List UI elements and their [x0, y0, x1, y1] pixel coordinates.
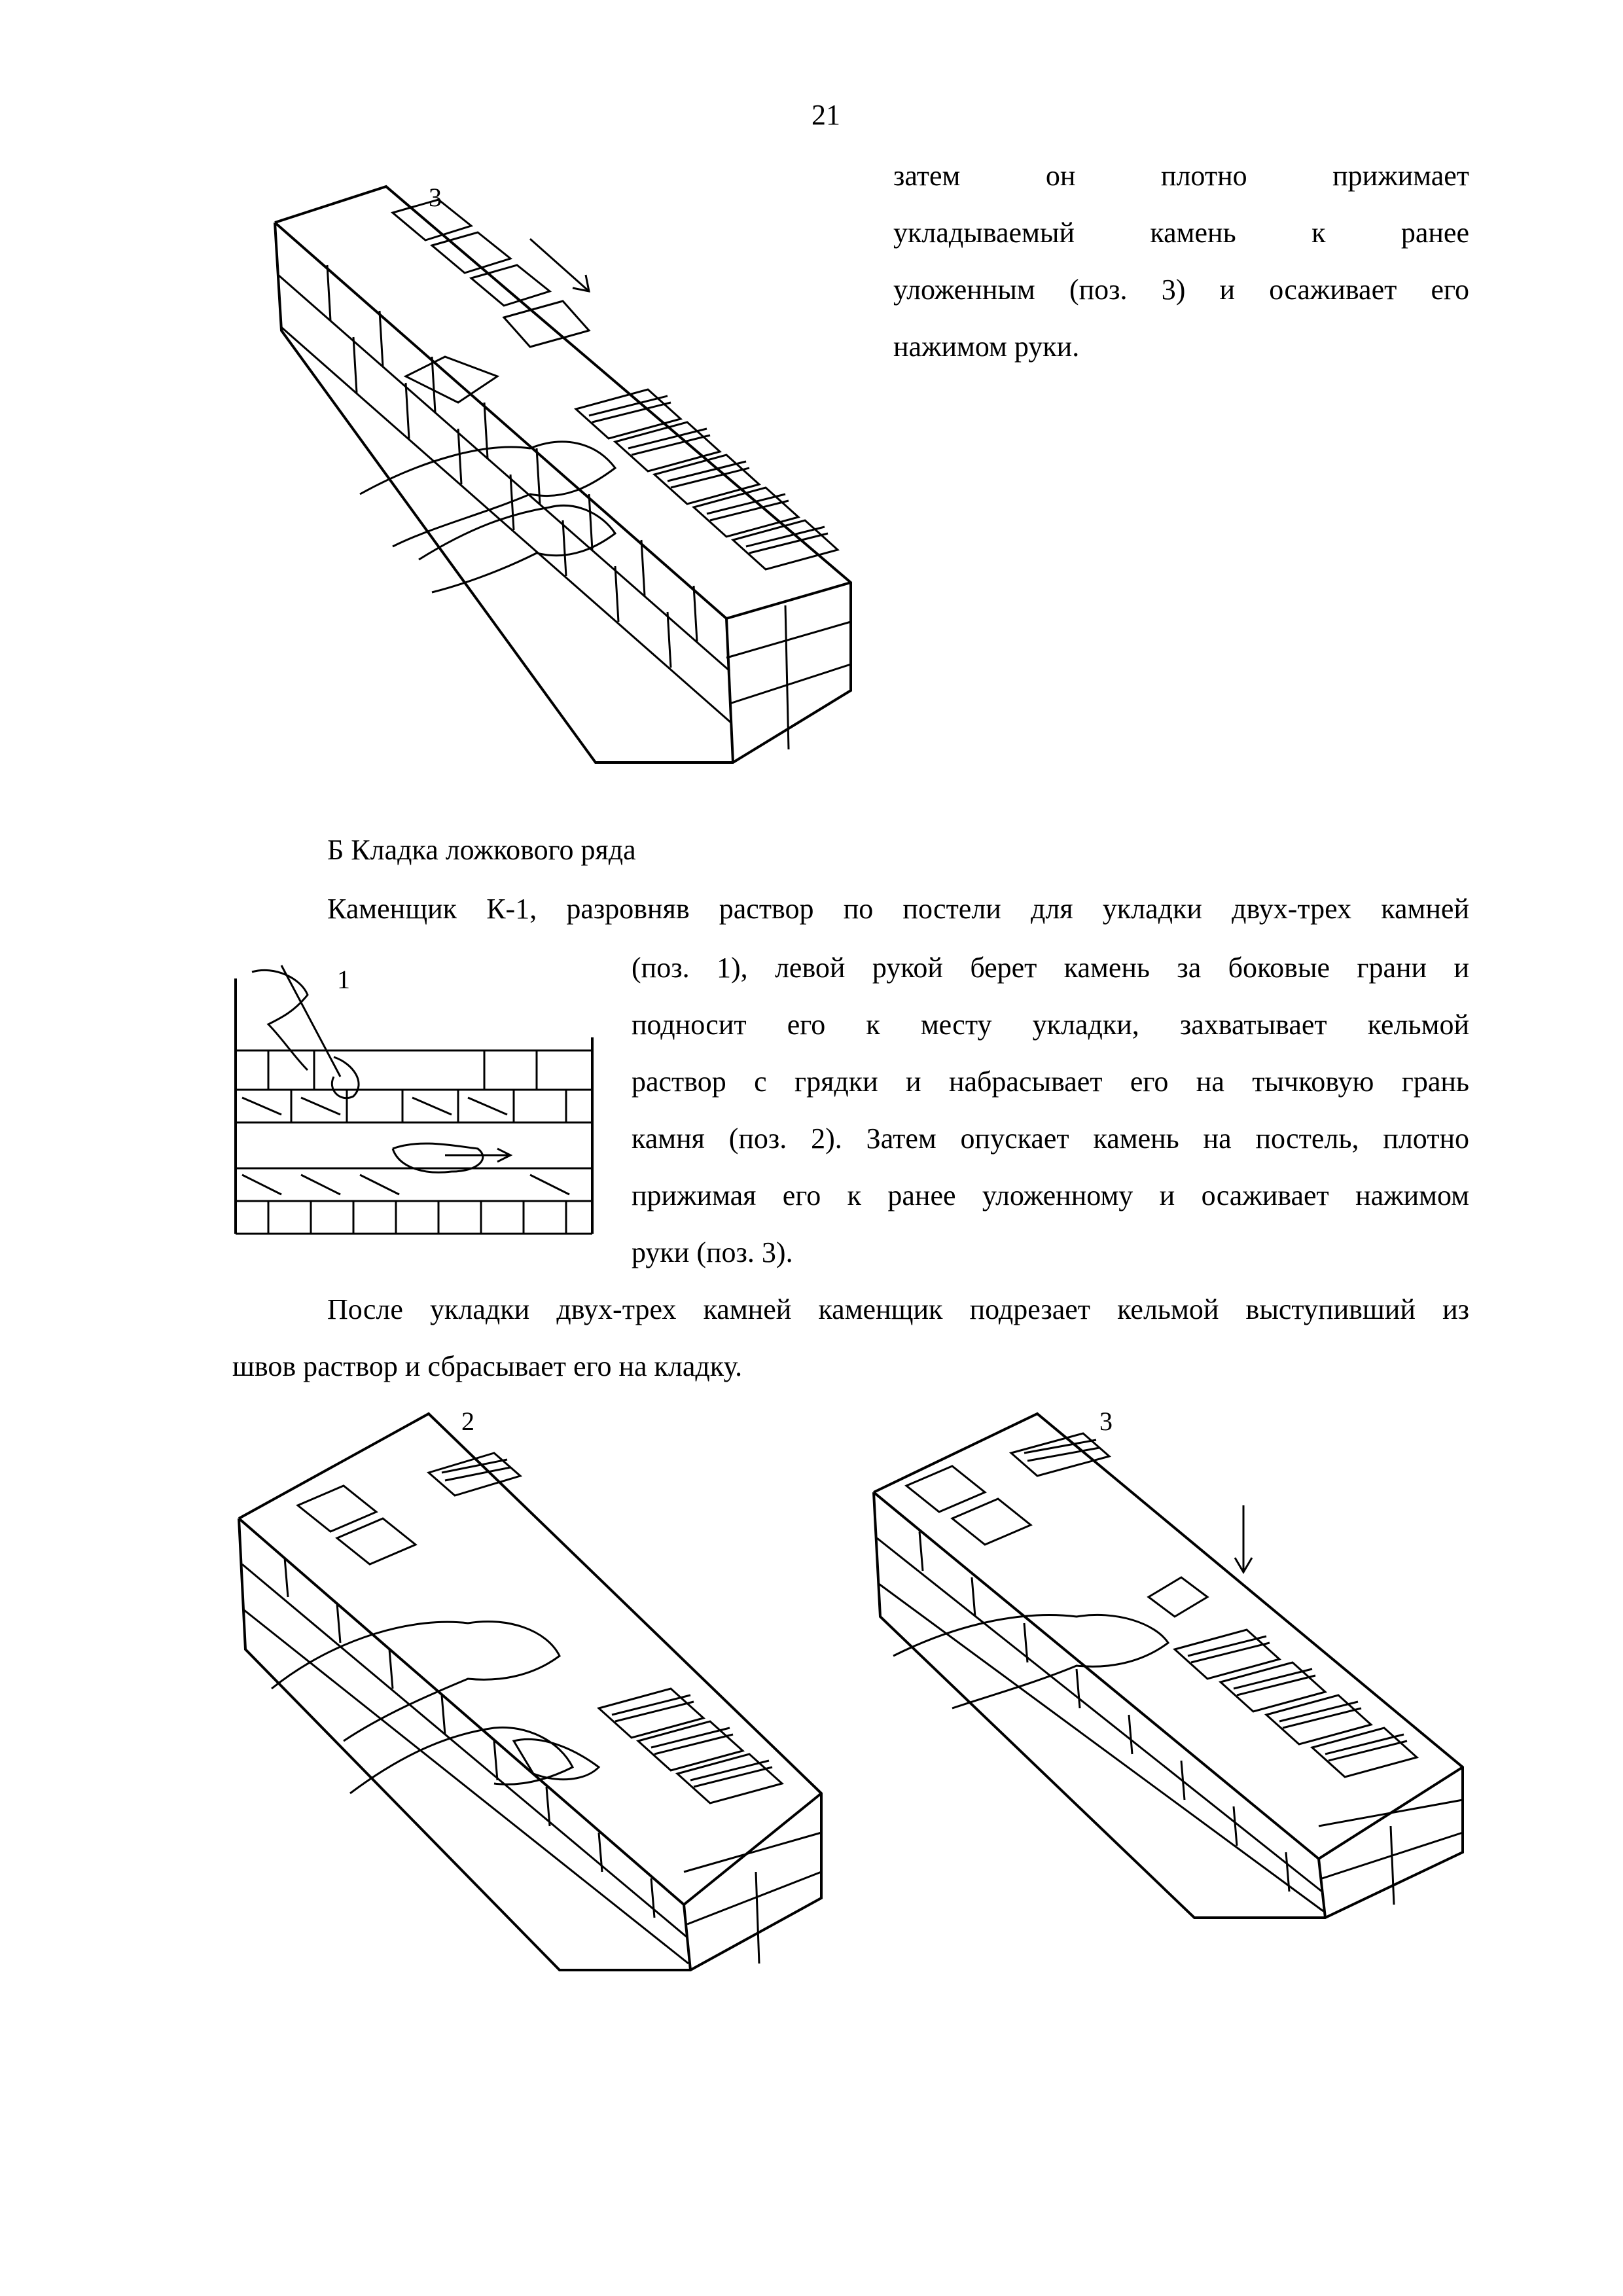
figure-bottom-right-masonry	[867, 1401, 1476, 1924]
text-line: подносит его к месту укладки, захватывает кельмой	[632, 1009, 1469, 1041]
text-line: швов раствор и сбрасывает его на кладку.	[232, 1350, 743, 1382]
figure-label: 3	[429, 183, 442, 212]
text-line: руки (поз. 3).	[632, 1236, 793, 1268]
text-line: затем он плотно прижимает	[893, 160, 1469, 192]
text-line: Каменщик К-1, разровняв раствор по постели для укладки двух-трех камней	[327, 893, 1469, 925]
text-line: уложенным (поз. 3) и осаживает его	[893, 274, 1469, 306]
text-line: укладываемый камень к ранее	[893, 217, 1469, 249]
section-heading: Б Кладка ложкового ряда	[327, 834, 636, 866]
figure-small-masonry	[229, 959, 602, 1240]
figure-label: 2	[461, 1407, 474, 1436]
page-number: 21	[812, 99, 840, 131]
figure-label: 3	[1099, 1407, 1113, 1436]
figure-label: 1	[337, 965, 350, 994]
figure-bottom-left-masonry	[232, 1401, 847, 1977]
text-line: камня (поз. 2). Затем опускает камень на постель, плотно	[632, 1122, 1469, 1155]
text-line: После укладки двух-трех камней каменщик подрезает кельмой выступивший из	[327, 1293, 1469, 1325]
text-line: (поз. 1), левой рукой берет камень за боковые грани и	[632, 952, 1469, 984]
figure-top-masonry	[223, 160, 877, 782]
text-line: нажимом руки.	[893, 331, 1080, 363]
text-line: прижимая его к ранее уложенному и осаживает нажимом	[632, 1179, 1469, 1211]
text-line: раствор с грядки и набрасывает его на тычковую грань	[632, 1066, 1469, 1098]
